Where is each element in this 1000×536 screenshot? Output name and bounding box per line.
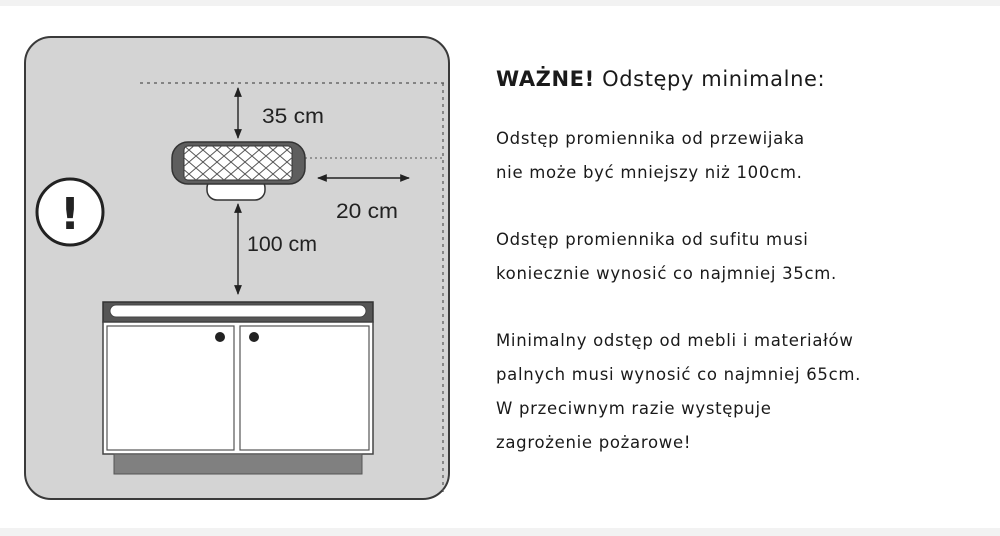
- paragraph-line: Minimalny odstęp od mebli i materiałów: [496, 331, 854, 350]
- page: [0, 6, 1000, 528]
- paragraph-line: Odstęp promiennika od sufitu musi: [496, 230, 809, 249]
- heading-strong: WAŻNE!: [496, 67, 595, 91]
- door-knob-left: [215, 332, 225, 342]
- changing-table: [103, 302, 373, 474]
- paragraph-changing-table: [496, 122, 986, 190]
- paragraph-line: koniecznie wynosić co najmniej 35cm.: [496, 264, 837, 283]
- paragraph-line: Odstęp promiennika od przewijaka: [496, 129, 805, 148]
- clearance-diagram: [0, 6, 470, 528]
- paragraph-line: zagrożenie pożarowe!: [496, 433, 692, 452]
- top-gap-label: 35 cm: [262, 105, 324, 128]
- side-gap-label: 20 cm: [336, 200, 398, 223]
- door-knob-right: [249, 332, 259, 342]
- cabinet-base: [114, 454, 362, 474]
- heading: [496, 64, 986, 94]
- paragraph-line: palnych musi wynosić co najmniej 65cm.: [496, 365, 862, 384]
- heading-rest: Odstępy minimalne:: [594, 67, 826, 91]
- info-text-panel: [496, 64, 986, 493]
- paragraph-ceiling: [496, 223, 986, 291]
- warning-symbol: !: [59, 189, 81, 240]
- bottom-gap-label: 100 cm: [247, 233, 317, 256]
- paragraph-line: W przeciwnym razie występuje: [496, 399, 772, 418]
- paragraph-line: nie może być mniejszy niż 100cm.: [496, 163, 803, 182]
- exclamation-circle-icon: [37, 179, 103, 245]
- paragraph-furniture: [496, 324, 986, 460]
